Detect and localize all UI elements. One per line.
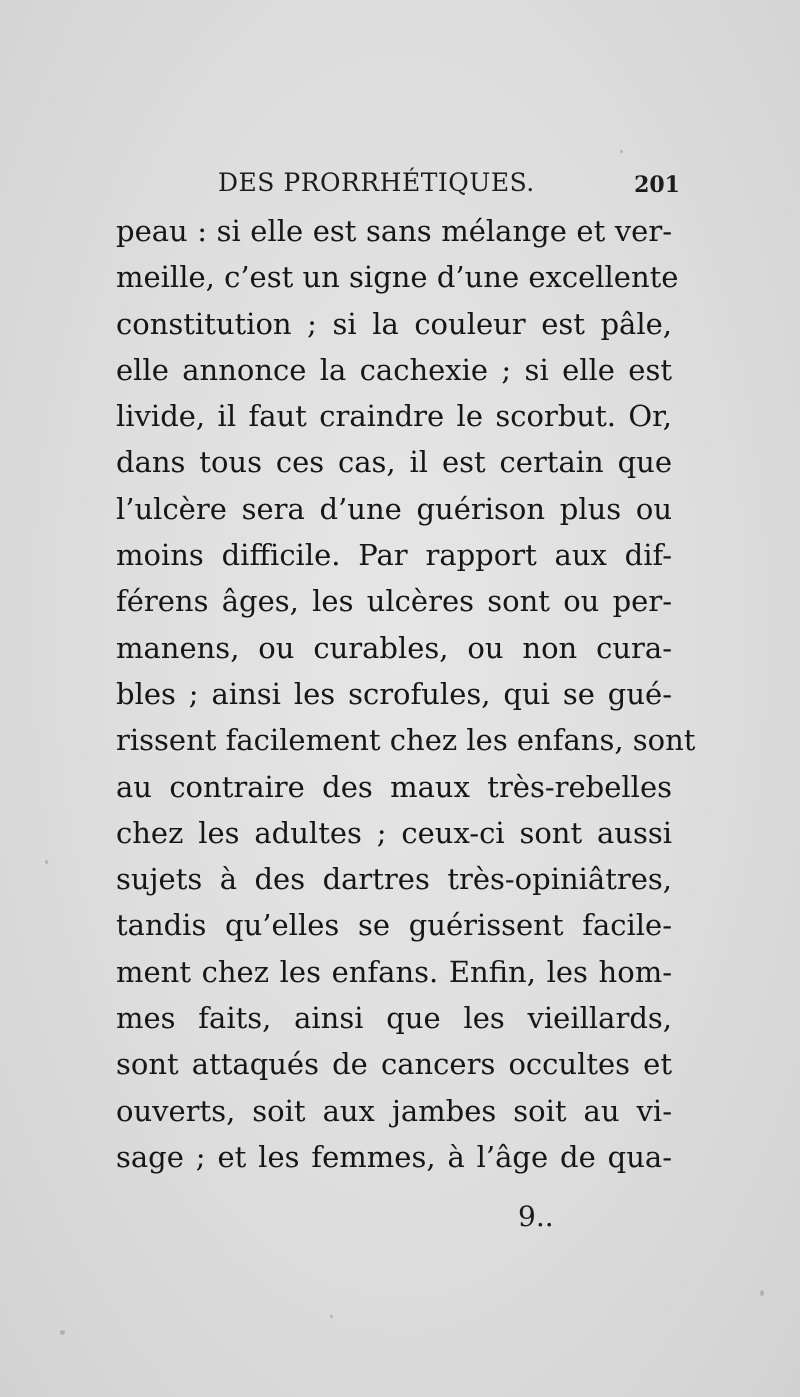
text-line: dans tous ces cas, il est certain que [116,445,672,480]
text-line: manens, ou curables, ou non cura- [116,630,672,665]
text-line: constitution ; si la couleur est pâle, [116,306,672,341]
page-header [110,160,680,206]
text-line: sujets à des dartres très-opiniâtres, [116,862,672,897]
paper-speck [620,150,623,153]
text-line: chez les adultes ; ceux-ci sont aussi [116,815,672,850]
text-line: livide, il faut craindre le scorbut. Or, [116,399,672,434]
text-line: meille, c’est un signe d’une excellente [116,260,679,295]
text-line: bles ; ainsi les scrofules, qui se gué- [116,676,672,711]
paper-speck [45,860,48,864]
paper-speck [60,1330,65,1335]
page-number: 201 [634,172,680,198]
text-line: moins difficile. Par rapport aux dif- [116,538,672,573]
text-line: ouverts, soit aux jambes soit au vi- [116,1093,672,1128]
text-line: sage ; et les femmes, à l’âge de qua- [116,1139,672,1174]
text-line: l’ulcère sera d’une guérison plus ou [116,491,672,526]
text-line: sont attaqués de cancers occultes et [116,1047,672,1082]
text-line: tandis qu’elles se guérissent facile- [116,908,672,943]
text-line: peau : si elle est sans mélange et ver- [116,214,672,248]
text-line: au contraire des maux très-rebelles [116,769,672,804]
text-line: férens âges, les ulcères sont ou per- [116,584,672,619]
running-head: DES PRORRHÉTIQUES. [218,168,535,197]
text-line: rissent facilement chez les enfans, sont [116,723,696,758]
paper-speck [760,1290,764,1296]
signature-mark: 9.. [518,1200,554,1233]
text-line: elle annonce la cachexie ; si elle est [116,352,672,387]
body-text [116,208,696,1180]
paper-speck [330,1315,333,1318]
text-line: ment chez les enfans. Enfin, les hom- [116,954,672,989]
text-line: mes faits, ainsi que les vieillards, [116,1001,672,1036]
